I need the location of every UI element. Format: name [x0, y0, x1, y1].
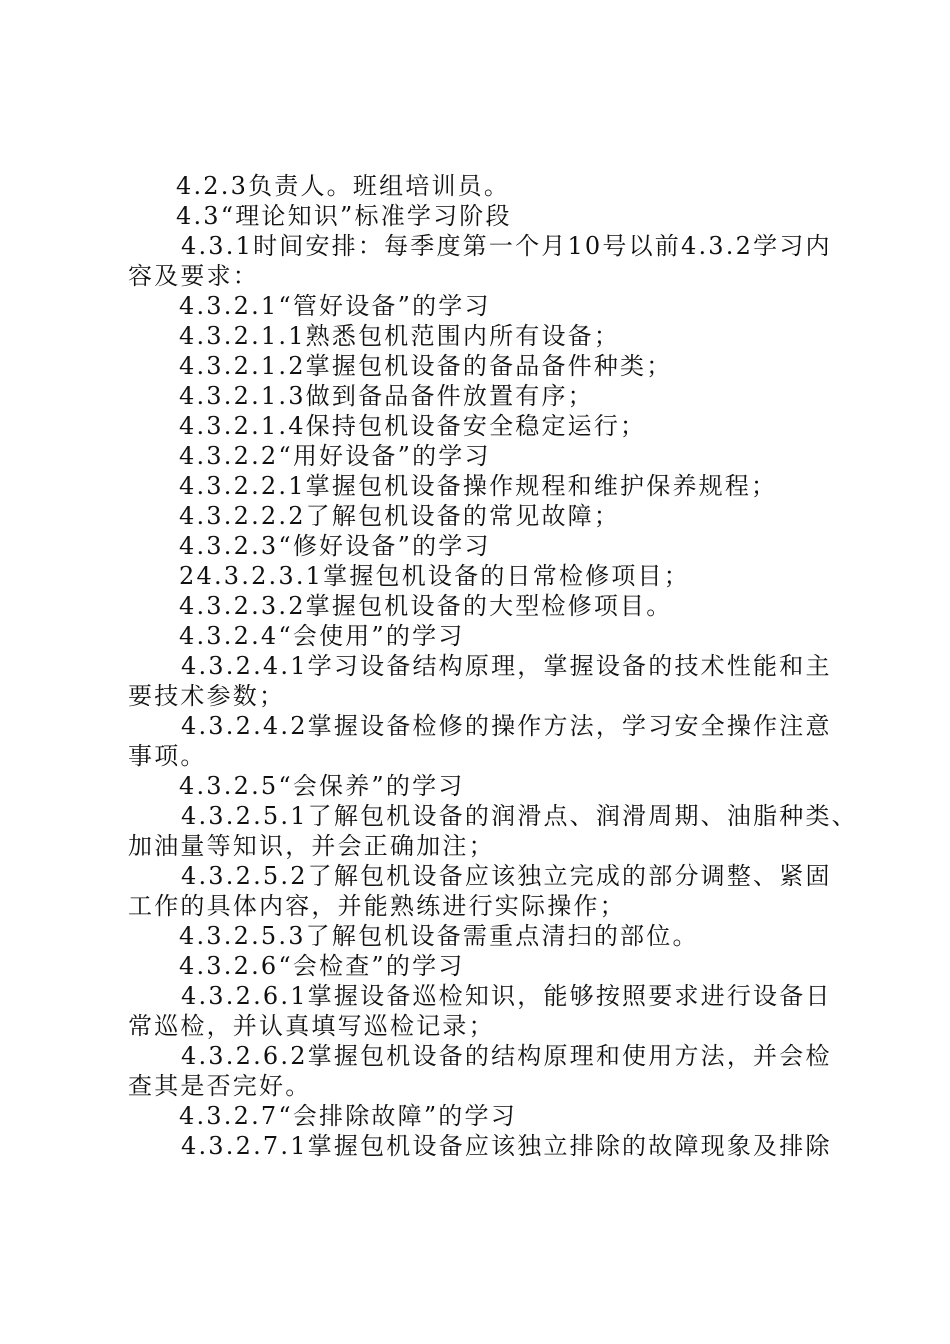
text-line-continuation: 工作的具体内容，并能熟练进行实际操作； — [128, 892, 626, 920]
text-line: 4.3.2.5.1了解包机设备的润滑点、润滑周期、油脂种类、 — [181, 802, 858, 830]
subsection-heading: 4.3.2.3“修好设备”的学习 — [179, 532, 491, 560]
subsection-heading: 4.3.2.7“会排除故障”的学习 — [179, 1102, 517, 1130]
text-line: 4.3.1时间安排：每季度第一个月10号以前4.3.2学习内 — [181, 232, 832, 260]
text-line-continuation: 事项。 — [128, 742, 207, 770]
text-line: 4.3.2.5.2了解包机设备应该独立完成的部分调整、紧固 — [181, 862, 832, 890]
subsection-heading: 4.3.2.6“会检查”的学习 — [179, 952, 465, 980]
text-line-continuation: 查其是否完好。 — [128, 1072, 312, 1100]
text-line: 4.3.2.4.2掌握设备检修的操作方法，学习安全操作注意 — [181, 712, 832, 740]
text-line-continuation: 要技术参数； — [128, 682, 286, 710]
text-line: 4.3.2.2.1掌握包机设备操作规程和维护保养规程； — [179, 472, 778, 500]
text-line: 4.2.3负责人。班组培训员。 — [176, 172, 511, 200]
text-line: 24.3.2.3.1掌握包机设备的日常检修项目； — [179, 562, 690, 590]
document-body — [128, 171, 858, 1161]
subsection-heading: 4.3.2.1“管好设备”的学习 — [179, 292, 491, 320]
text-line: 4.3.2.6.2掌握包机设备的结构原理和使用方法，并会检 — [181, 1042, 832, 1070]
text-line: 4.3.2.6.1掌握设备巡检知识，能够按照要求进行设备日 — [181, 982, 832, 1010]
text-line: 4.3.2.4.1学习设备结构原理，掌握设备的技术性能和主 — [181, 652, 832, 680]
subsection-heading: 4.3.2.5“会保养”的学习 — [179, 772, 465, 800]
text-line-continuation: 常巡检，并认真填写巡检记录； — [128, 1012, 495, 1040]
text-line: 4.3.2.5.3了解包机设备需重点清扫的部位。 — [179, 922, 699, 950]
text-line: 4.3.2.1.4保持包机设备安全稳定运行； — [179, 412, 647, 440]
section-heading: 4.3“理论知识”标准学习阶段 — [176, 202, 512, 230]
text-line: 4.3.2.1.1熟悉包机范围内所有设备； — [179, 322, 621, 350]
text-line: 4.3.2.2.2了解包机设备的常见故障； — [179, 502, 621, 530]
text-line: 4.3.2.1.3做到备品备件放置有序； — [179, 382, 594, 410]
subsection-heading: 4.3.2.2“用好设备”的学习 — [179, 442, 491, 470]
text-line: 4.3.2.1.2掌握包机设备的备品备件种类； — [179, 352, 673, 380]
subsection-heading: 4.3.2.4“会使用”的学习 — [179, 622, 465, 650]
text-line: 4.3.2.7.1掌握包机设备应该独立排除的故障现象及排除 — [181, 1132, 832, 1160]
text-line-continuation: 加油量等知识，并会正确加注； — [128, 832, 495, 860]
text-line: 4.3.2.3.2掌握包机设备的大型检修项目。 — [179, 592, 673, 620]
text-line-continuation: 容及要求： — [128, 262, 259, 290]
